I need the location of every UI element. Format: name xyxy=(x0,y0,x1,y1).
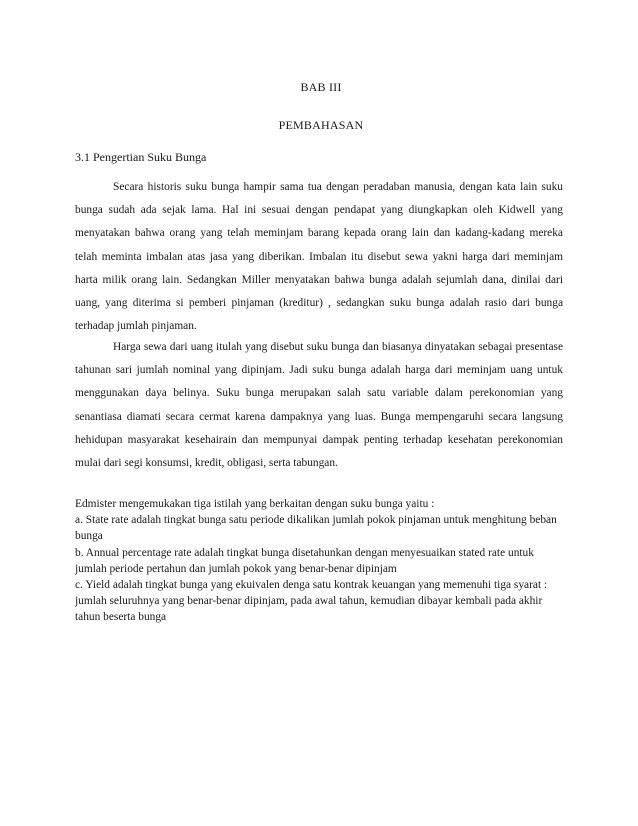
list-intro: Edmister mengemukakan tiga istilah yang berkaitan dengan suku bunga yaitu : xyxy=(75,498,435,510)
section-title: 3.1 Pengertian Suku Bunga xyxy=(75,150,207,164)
chapter-number: BAB III xyxy=(300,80,342,94)
body-paragraph: Secara historis suku bunga hampir sama tua dengan peradaban manusia, dengan kata lain suku bunga sudah ada sejak lama. Hal ini sesuai dengan pendapat yang diungkapkan oleh Kidwell yang menyatakan bahwa orang yang telah meminjam barang kepada orang lain dan kadang-kadang mereka telah meminta imbalan atas jasa yang diberikan. Imbalan itu disebut sewa yakni harga dari meminjam harta milik orang lain. Sedangkan Miller menyatakan bahwa bunga adalah sejumlah dana, dinilai dari uang, yang diterima si pemberi pinjaman (kreditur) , sedangkan suku bunga adalah rasio dari bunga terhadap jumlah pinjaman. xyxy=(75,181,563,333)
definition-list xyxy=(75,496,565,626)
chapter-title: PEMBAHASAN xyxy=(278,118,364,132)
list-item: c. Yield adalah tingkat bunga yang ekuivalen denga satu kontrak keuangan yang memenuhi tiga syarat : jumlah seluruhnya yang benar-benar dipinjam, pada awal tahun, kemudian dibayar kembali pada akhir tahun beserta bunga xyxy=(75,579,548,624)
body-paragraph: Harga sewa dari uang itulah yang disebut suku bunga dan biasanya dinyatakan sebagai presentase tahunan sari jumlah nominal yang dipinjam. Jadi suku bunga adalah harga dari meminjam uang untuk menggunakan daya belinya. Suku bunga merupakan salah satu variable dalam perekonomian yang senantiasa diamati secara cermat karena dampaknya yang luas. Bunga mempengaruhi secara langsung hehidupan masyarakat kesehairain dan mempunyai dampak penting terhadap kesehatan perekonomian mulai dari segi konsumsi, kredit, obligasi, serta tabungan. xyxy=(75,341,563,470)
list-item: b. Annual percentage rate adalah tingkat bunga disetahunkan dengan menyesuaikan stated rate untuk jumlah periode pertahun dan jumlah pokok yang benar-benar dipinjam xyxy=(75,546,534,575)
list-item: a. State rate adalah tingkat bunga satu periode dikalikan jumlah pokok pinjaman untuk menghitung beban bunga xyxy=(75,514,557,543)
